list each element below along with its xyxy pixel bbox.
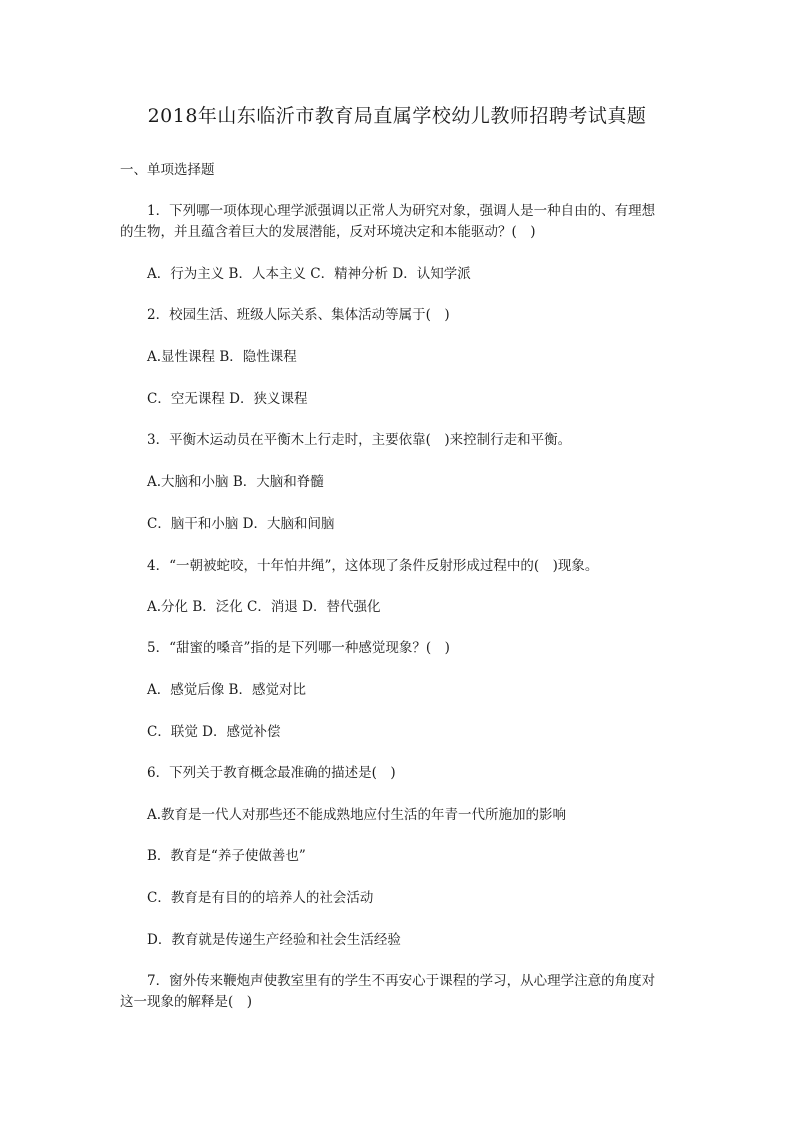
document-title: 2018年山东临沂市教育局直属学校幼儿教师招聘考试真题 [147, 105, 647, 127]
question-6-option-a: A.教育是一代人对那些还不能成熟地应付生活的年青一代所施加的影响 [147, 807, 567, 823]
question-1-options: A．行为主义 B．人本主义 C．精神分析 D．认知学派 [147, 266, 471, 282]
question-6-option-d: D．教育就是传递生产经验和社会生活经验 [147, 932, 401, 948]
question-4-stem: 4．“一朝被蛇咬，十年怕井绳”，这体现了条件反射形成过程中的( )现象。 [147, 558, 599, 574]
question-2-stem: 2．校园生活、班级人际关系、集体活动等属于( ) [147, 307, 450, 323]
question-3-stem: 3．平衡木运动员在平衡木上行走时，主要依靠( )来控制行走和平衡。 [147, 432, 572, 448]
question-6-stem: 6．下列关于教育概念最准确的描述是( ) [147, 765, 396, 781]
question-5-options-ab: A．感觉后像 B．感觉对比 [147, 682, 306, 698]
question-2-options-cd: C．空无课程 D．狭义课程 [147, 391, 308, 407]
question-7-stem-cont: 这一现象的解释是( ) [120, 994, 253, 1010]
question-5-stem: 5．“甜蜜的嗓音”指的是下列哪一种感觉现象？( ) [147, 640, 450, 656]
section-heading: 一、单项选择题 [120, 162, 215, 178]
question-2-options-ab: A.显性课程 B．隐性课程 [147, 349, 297, 365]
question-6-option-c: C．教育是有目的的培养人的社会活动 [147, 890, 374, 906]
question-4-options: A.分化 B．泛化 C．消退 D．替代强化 [147, 599, 381, 615]
question-1-stem-cont: 的生物，并且蕴含着巨大的发展潜能，反对环境决定和本能驱动？( ) [120, 224, 536, 240]
question-3-options-cd: C．脑干和小脑 D．大脑和间脑 [147, 516, 335, 532]
question-5-options-cd: C．联觉 D．感觉补偿 [147, 724, 281, 740]
question-3-options-ab: A.大脑和小脑 B．大脑和脊髓 [147, 474, 324, 490]
question-6-option-b: B．教育是“养子使做善也” [147, 848, 306, 864]
question-1-stem: 1．下列哪一项体现心理学派强调以正常人为研究对象，强调人是一种自由的、有理想 [147, 203, 656, 219]
question-7-stem: 7．窗外传来鞭炮声使教室里有的学生不再安心于课程的学习，从心理学注意的角度对 [147, 973, 656, 989]
